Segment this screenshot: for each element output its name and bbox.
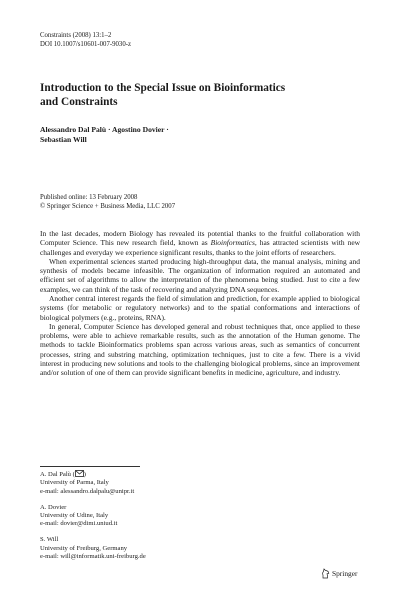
paragraph-3: Another central interest regards the field of simulation and prediction, for example applied to biological systems (for metabolic or regulatory networks) and to the spatial conformations and interactions of biological polymers (e.g., proteins, RNA).	[40, 293, 360, 322]
footnote-rule	[40, 466, 140, 467]
paper-title	[40, 82, 340, 109]
published-date: Published online: 13 February 2008	[40, 194, 138, 201]
affiliation-email: e-mail: will@informatik.uni-freiburg.de	[40, 553, 146, 560]
paragraph-1-before: In the last decades, modern Biology has revealed its potential thanks to the fruitful collaboration with Computer Science. This new research field, known as	[40, 229, 360, 248]
affiliation-name-close: )	[83, 471, 86, 478]
paragraph-1-emphasis: Bioinformatics	[210, 238, 255, 248]
affiliation-name-text: A. Dal Palù (	[40, 471, 75, 478]
article-body	[40, 229, 360, 378]
title-line-2: and Constraints	[40, 95, 118, 108]
publisher-logo	[321, 568, 357, 579]
paragraph-4: In general, Computer Science has developed general and robust techniques that, once applied to these problems, were able to achieve remarkable results, such as the annotation of the Human genome. The methods to tackle Bioinformatics problems span across various areas, such as semantics of concurrent processes, string and substring matching, optimization techniques, just to cite a few. There is a vivid interest in producing new solutions and tools to the challenging biological problems, since an improvement and/or solution of one of them can provide significant benefits in medicine, agriculture, and industry.	[40, 321, 360, 378]
affiliation-name	[40, 470, 146, 479]
affiliation-email: e-mail: alessandro.dalpalu@unipr.it	[40, 487, 135, 495]
journal-header	[40, 31, 131, 49]
copyright-notice: © Springer Science + Business Media, LLC 2007	[40, 203, 176, 210]
journal-doi: DOI 10.1007/s10601-007-9030-z	[40, 41, 131, 48]
paragraph-2: When experimental sciences started producing high-throughput data, the manual analysis, mining and synthesis of models became infeasible. The organization of information required an automated and efficient set of algorithms to allow the interpretation of the phenomena being studied. Just to cite a few examples, we can think of the task of recovering and analyzing DNA sequences.	[40, 256, 360, 294]
authors-line-1: Alessandro Dal Palù · Agostino Dovier ·	[40, 125, 169, 134]
authors-line-2: Sebastian Will	[40, 135, 87, 144]
affiliation-dovier	[40, 504, 146, 529]
affiliation-email: e-mail: dovier@dimi.uniud.it	[40, 520, 118, 528]
affiliations	[40, 470, 146, 569]
title-line-1: Introduction to the Special Issue on Bioinformatics	[40, 82, 286, 94]
author-list	[40, 125, 340, 145]
journal-citation: Constraints (2008) 13:1–2	[40, 32, 112, 39]
paragraph-1	[40, 229, 360, 257]
springer-wordmark: Springer	[332, 569, 358, 578]
affiliation-org: University of Udine, Italy	[40, 512, 109, 519]
affiliation-name: A. Dovier	[40, 503, 67, 511]
affiliation-org: University of Freiburg, Germany	[40, 544, 128, 552]
envelope-icon	[75, 470, 84, 477]
affiliation-will	[40, 536, 146, 561]
affiliation-org: University of Parma, Italy	[40, 479, 109, 487]
publication-info	[40, 193, 175, 211]
affiliation-name: S. Will	[40, 536, 59, 544]
paragraph-1-after: , has attracted scientists with new challenges and everyday we experience significant results, thanks to the joint efforts of researchers.	[40, 238, 360, 257]
springer-knight-icon	[321, 568, 330, 579]
affiliation-dal-palu	[40, 470, 146, 496]
